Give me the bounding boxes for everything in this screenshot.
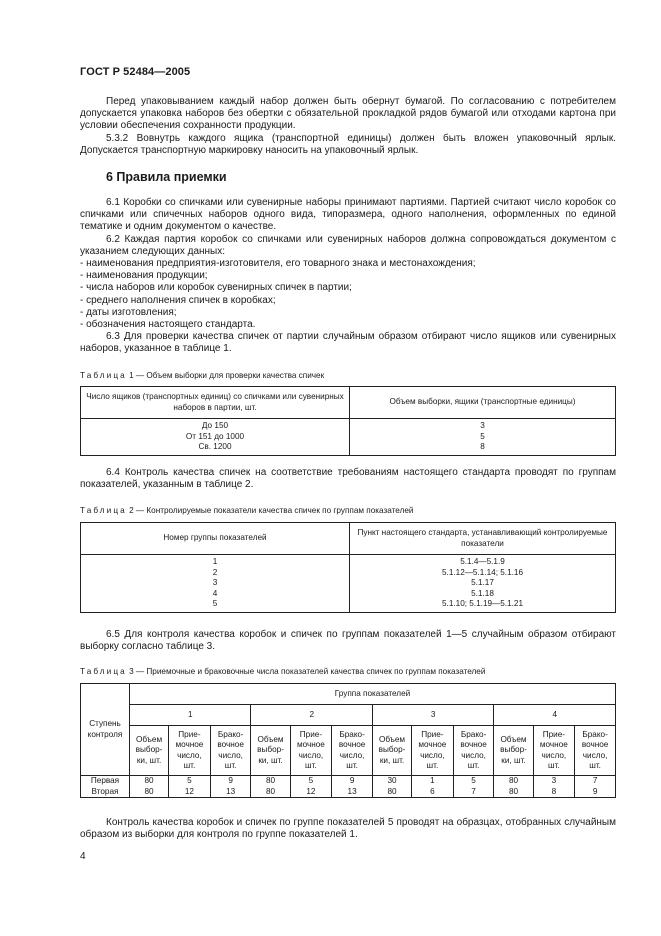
table-cell: 80: [130, 776, 169, 787]
table-cell: 12: [169, 787, 211, 798]
table-cell: 80: [494, 776, 533, 787]
table-cell: 2: [212, 567, 218, 577]
table1-col1: [81, 419, 350, 456]
caption-prefix: Таблица: [80, 667, 127, 676]
paragraph: 6.3 Для проверки качества спичек от партии случайным образом отбирают число ящиков или сувенирных наборов, указанное в таблице 1.: [80, 331, 616, 355]
table3-group-header: Группа показателей: [130, 684, 616, 705]
table-cell: 4: [212, 588, 218, 598]
list-item: - даты изготовления;: [80, 306, 177, 318]
table1-caption: [80, 371, 324, 381]
paragraph: 5.3.2 Вовнутрь каждого ящика (транспортной единицы) должен быть вложен упаковочный ярлык. Допускается транспортную маркировку наносить на упаковочный ярлык.: [80, 132, 616, 156]
table-cell: Св. 1200: [198, 442, 232, 451]
table3-subheader: Объем выбор-ки, шт.: [130, 726, 169, 776]
table3-subheader: Брако-вочное число, шт.: [332, 726, 373, 776]
paragraph: Перед упаковыванием каждый набор должен быть обернут бумагой. По согласованию с потребителем допускается упаковка наборов без обертки с обязательной прокладкой рядов бумагой или отходами картона при условии обеспечения сохранности продукции.: [80, 96, 616, 132]
table-cell: 5.1.17: [471, 578, 494, 587]
table-cell: 80: [251, 787, 290, 798]
caption-prefix: Таблица: [80, 506, 127, 515]
document-header: ГОСТ Р 52484—2005: [80, 66, 191, 78]
table-cell: 9: [332, 776, 373, 787]
table-cell: 3: [533, 776, 575, 787]
table2-header-2: Пункт настоящего стандарта, устанавливающий контролируемые показатели: [350, 523, 616, 555]
caption-text: 1 — Объем выборки для проверки качества спичек: [126, 371, 325, 380]
table-cell: 80: [494, 787, 533, 798]
table2: [80, 522, 616, 613]
table-cell: 5.1.10; 5.1.19—5.1.21: [441, 599, 524, 608]
table3-group-4: 4: [494, 705, 616, 726]
list-item: - среднего наполнения спичек в коробках;: [80, 294, 276, 306]
table-cell: 30: [372, 776, 411, 787]
table3-subheader: Брако-вочное число, шт.: [453, 726, 494, 776]
table3-group-3: 3: [372, 705, 493, 726]
table-cell: 80: [130, 787, 169, 798]
paragraph: 6.2 Каждая партия коробок со спичками или сувенирных наборов должна сопровождаться документом с указанием следующих данных:: [80, 233, 616, 257]
table3-stage: Первая: [81, 776, 130, 787]
table-cell: 5: [212, 599, 218, 608]
table-cell: 6: [412, 787, 454, 798]
table2-col1: [81, 555, 350, 613]
table-cell: 12: [290, 787, 332, 798]
table2-header-1: Номер группы показателей: [81, 523, 350, 555]
table3: [80, 683, 616, 798]
table3-stage: Вторая: [81, 787, 130, 798]
table-cell: 13: [210, 787, 251, 798]
table-cell: 3: [480, 421, 485, 430]
table-cell: До 150: [201, 421, 229, 430]
list-item: - обозначения настоящего стандарта.: [80, 319, 256, 331]
caption-text: 2 — Контролируемые показатели качества спичек по группам показателей: [126, 506, 414, 515]
table3-subheader: Объем выбор-ки, шт.: [494, 726, 533, 776]
table-cell: 80: [251, 776, 290, 787]
table2-col2: [350, 555, 616, 613]
table2-caption: [80, 506, 413, 516]
table3-group-1: 1: [130, 705, 251, 726]
table-cell: 3: [212, 578, 218, 587]
table-cell: 1: [212, 557, 218, 566]
caption-prefix: Таблица: [80, 371, 127, 380]
intro-block: [80, 96, 616, 157]
list-item: - наименования продукции;: [80, 270, 208, 282]
table1: [80, 386, 616, 456]
table3-subheader: Объем выбор-ки, шт.: [372, 726, 411, 776]
table-cell: 13: [332, 787, 373, 798]
paragraph: Контроль качества коробок и спичек по группе показателей 5 проводят на образцах, отобранных случайным образом из выборки для контроля по группе показателей 1.: [80, 817, 616, 841]
table-cell: 7: [575, 776, 616, 787]
table-cell: 5: [290, 776, 332, 787]
table-cell: 5.1.12—5.1.14; 5.1.16: [441, 567, 524, 577]
table-cell: 5: [480, 431, 485, 441]
table-cell: 8: [480, 442, 485, 451]
list-item: - наименования предприятия-изготовителя, его товарного знака и местонахождения;: [80, 258, 476, 270]
table3-subheader: Прие-мочное число, шт.: [412, 726, 454, 776]
paragraph: 6.5 Для контроля качества коробок и спичек по группам показателей 1—5 случайным образом отбирают выборку согласно таблице 3.: [80, 629, 616, 653]
paragraph: 6.4 Контроль качества спичек на соответствие требованиям настоящего стандарта проводят по группам показателей, указанным в таблице 2.: [80, 467, 616, 491]
table3-subheader: Прие-мочное число, шт.: [533, 726, 575, 776]
table-cell: 8: [533, 787, 575, 798]
list-item: - числа наборов или коробок сувенирных спичек в партии;: [80, 282, 352, 294]
paragraph: 6.1 Коробки со спичками или сувенирные наборы принимают партиями. Партией считают число коробок со спичками или спичечных наборов одного вида, типоразмера, одного наполнения, оформленных по единой тематике и одним документом о качестве.: [80, 197, 616, 233]
table-cell: 5: [453, 776, 494, 787]
table-cell: 5.1.4—5.1.9: [460, 557, 505, 566]
para-6-5: [80, 629, 616, 653]
table1-col2: [350, 419, 616, 456]
section-title: 6 Правила приемки: [106, 170, 227, 184]
table-cell: 7: [453, 787, 494, 798]
table3-subheader: Объем выбор-ки, шт.: [251, 726, 290, 776]
table1-header-2: Объем выборки, ящики (транспортные единицы): [350, 387, 616, 419]
table3-subheader: Брако-вочное число, шт.: [575, 726, 616, 776]
table3-subheader: Брако-вочное число, шт.: [210, 726, 251, 776]
table-cell: От 151 до 1000: [185, 431, 245, 441]
caption-text: 3 — Приемочные и браковочные числа показателей качества спичек по группам показателей: [126, 667, 486, 676]
table3-subheader: Прие-мочное число, шт.: [290, 726, 332, 776]
page-number: 4: [80, 851, 86, 862]
table-cell: 1: [412, 776, 454, 787]
table-cell: 9: [210, 776, 251, 787]
table-cell: 5: [169, 776, 211, 787]
table-cell: 9: [575, 787, 616, 798]
closing-paragraph: [80, 817, 616, 841]
table-row: [81, 776, 616, 787]
para-6-4: [80, 467, 616, 491]
table3-group-2: 2: [251, 705, 372, 726]
table3-stage-header: Ступень контроля: [81, 684, 130, 776]
table-cell: 80: [372, 787, 411, 798]
table-row: [81, 787, 616, 798]
section-body: [80, 197, 616, 356]
table3-subheader: Прие-мочное число, шт.: [169, 726, 211, 776]
table-cell: 5.1.18: [471, 588, 494, 598]
table1-header-1: Число ящиков (транспортных единиц) со спичками или сувенирных наборов в партии, шт.: [81, 387, 350, 419]
table3-caption: [80, 667, 485, 677]
